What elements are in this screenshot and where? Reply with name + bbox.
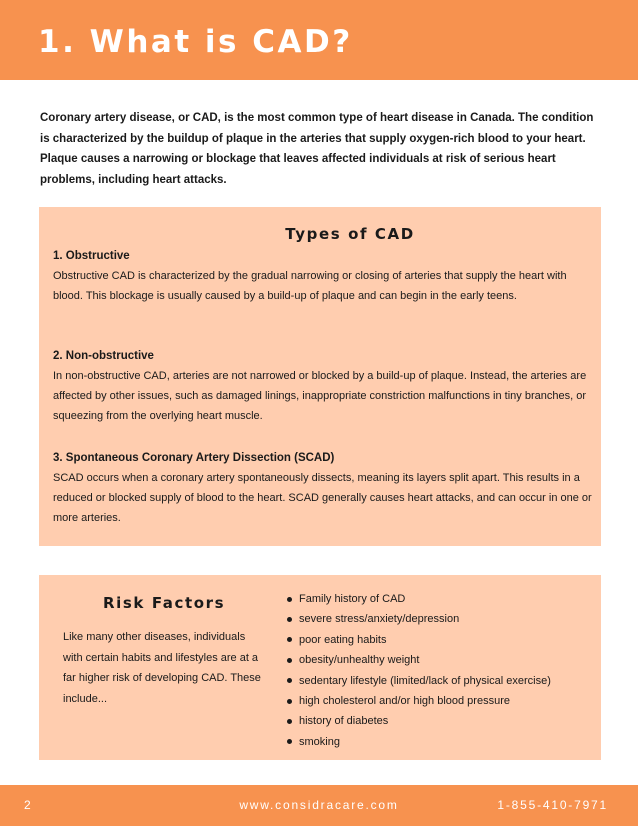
risk-factors-section — [39, 575, 601, 760]
bullet-icon — [287, 719, 292, 724]
list-item-text: poor eating habits — [299, 633, 387, 646]
list-item-text: severe stress/anxiety/depression — [299, 613, 460, 626]
type-body: Obstructive CAD is characterized by the gradual narrowing or closing of arteries that supply the heart with blood. This blockage is usually caused by a build-up of plaque and can begin in the early teens. — [53, 270, 567, 302]
list-item — [287, 650, 597, 670]
page-number: 2 — [24, 798, 33, 812]
list-item-text: Family history of CAD — [299, 593, 406, 605]
list-item — [287, 732, 597, 752]
type-item-obstructive — [53, 248, 593, 306]
header-bar — [0, 0, 638, 80]
bullet-icon — [287, 617, 292, 622]
list-item-text: history of diabetes — [299, 715, 389, 728]
page-title: 1. What is CAD? — [38, 24, 353, 60]
type-item-non-obstructive — [53, 348, 593, 426]
list-item — [287, 711, 597, 731]
list-item-text: high cholesterol and/or high blood pressure — [299, 695, 510, 708]
type-item-scad — [53, 450, 593, 528]
type-body: SCAD occurs when a coronary artery spontaneously dissects, meaning its layers split apart. This results in a reduced or blocked supply of blood to the heart. SCAD generally causes heart attacks, and can occur in one or more arteries. — [53, 472, 592, 524]
phone-number[interactable]: 1-855-410-7971 — [497, 798, 608, 812]
intro-paragraph: Coronary artery disease, or CAD, is the most common type of heart disease in Canada. The condition is characterized by the buildup of plaque in the arteries that supply oxygen-rich blood to your heart. Plaque causes a narrowing or blockage that leaves affected individuals at risk of serious heart problems, including heart attacks. — [40, 112, 594, 186]
risk-description: Like many other diseases, individuals with certain habits and lifestyles are at a far higher risk of developing CAD. These include... — [63, 631, 261, 705]
risk-section-title: Risk Factors — [103, 594, 226, 612]
list-item-text: sedentary lifestyle (limited/lack of physical exercise) — [299, 674, 551, 687]
bullet-icon — [287, 637, 292, 642]
list-item-text: obesity/unhealthy weight — [299, 654, 420, 667]
bullet-icon — [287, 699, 292, 704]
type-heading: 2. Non-obstructive — [53, 350, 154, 362]
risk-factor-list — [287, 589, 597, 752]
bullet-icon — [287, 658, 292, 663]
list-item — [287, 671, 597, 691]
bullet-icon — [287, 597, 292, 602]
types-of-cad-section — [39, 207, 601, 546]
list-item-text: smoking — [299, 735, 340, 748]
type-heading: 3. Spontaneous Coronary Artery Dissection (SCAD) — [53, 452, 335, 464]
types-section-title: Types of CAD — [285, 225, 415, 243]
bullet-icon — [287, 739, 292, 744]
list-item — [287, 630, 597, 650]
bullet-icon — [287, 678, 292, 683]
footer-bar — [0, 785, 638, 826]
type-heading: 1. Obstructive — [53, 250, 130, 262]
list-item — [287, 609, 597, 629]
website-link[interactable]: www.considracare.com — [239, 798, 399, 812]
list-item — [287, 589, 597, 609]
list-item — [287, 691, 597, 711]
type-body: In non-obstructive CAD, arteries are not narrowed or blocked by a build-up of plaque. Instead, the arteries are affected by other issues, such as damaged linings, inappropriate constriction malfunctions in tiny branches, or squeezing from the overlying heart muscle. — [53, 370, 587, 422]
